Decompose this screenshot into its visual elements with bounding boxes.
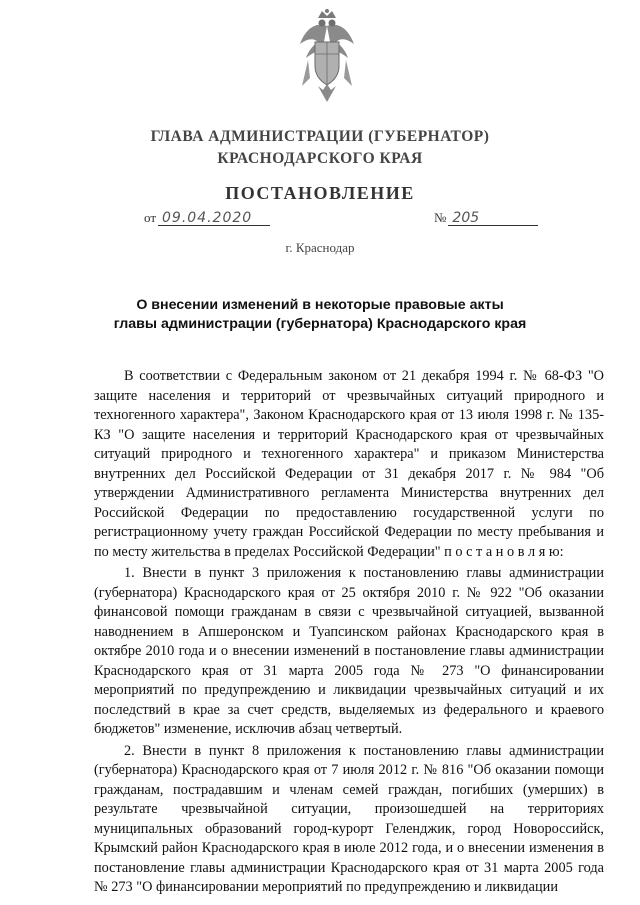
body-paragraph-item-1: 1. Внести в пункт 3 приложения к постановлению главы администрации (губернатора) Краснодарского края от 25 октября 2010 г. № 922 "Об оказании финансовой помощи гражданам в связи с чрезвычайной ситуацией, вызванной наводнением в Апшеронском и Туапсинском районах Краснодарского края в октябре 2010 года и о внесении изменений в постановление главы администрации Краснодарского края от 31 марта 2005 года № 273 "О финансировании мероприятий по предупреждению и ликвидации чрезвычайных ситуаций и их последствий в крае за счет средств, выделяемых из федерального и краевого бюджетов" изменение, исключив абзац четвертый. — [94, 565, 604, 737]
document-type: ПОСТАНОВЛЕНИЕ — [225, 183, 415, 203]
title-line-1: О внесении изменений в некоторые правовые акты — [136, 297, 504, 313]
number-prefix: № — [434, 210, 447, 225]
number-field — [434, 210, 538, 226]
body-paragraph-item-2: 2. Внести в пункт 8 приложения к постановлению главы администрации (губернатора) Краснодарского края от 7 июля 2012 г. № 816 "Об оказании помощи гражданам, пострадавшим и членам семей граждан, погибших (умерших) в результате чрезвычайной ситуации, произошедшей на территориях муниципальных образований город-курорт Геленджик, город Новороссийск, Крымский район Краснодарского края в июле 2012 года, и о внесении изменения в постановление главы администрации Краснодарского края от 31 марта 2005 года № 273 "О финансировании мероприятий по предупреждению и ликвидации — [94, 742, 604, 895]
body-paragraph-preamble: В соответствии с Федеральным законом от 21 декабря 1994 г. № 68-ФЗ "О защите населения и территорий от чрезвычайных ситуаций природного и техногенного характера", Законом Краснодарского края от 13 июля 1998 г. № 135-КЗ "О защите населения и территорий Краснодарского края от чрезвычайных ситуаций природного и техногенного характера" и приказом Министерства внутренних дел Российской Федерации от 31 декабря 2017 г. № 984 "Об утверждении Административного регламента Министерства внутренних дел Российской Федерации по предоставлению государственной услуги по регистрационному учету граждан Российской Федерации по месту пребывания и по месту жительства в пределах Российской Федерации" п о с т а н о в л я ю: — [94, 368, 604, 560]
date-prefix: от — [144, 210, 157, 225]
coat-of-arms-emblem — [296, 8, 358, 104]
authority-title-line-1: ГЛАВА АДМИНИСТРАЦИИ (ГУБЕРНАТОР) — [150, 128, 490, 145]
document-body — [94, 367, 604, 898]
document-title — [0, 296, 640, 334]
authority-title-line-2: КРАСНОДАРСКОГО КРАЯ — [217, 150, 423, 167]
date-field — [144, 210, 270, 226]
city-line: г. Краснодар — [285, 240, 355, 255]
title-line-2: главы администрации (губернатора) Краснодарского края — [113, 316, 527, 332]
date-value-handwritten: 09.04.2020 — [158, 211, 270, 226]
number-value-handwritten: 205 — [448, 211, 538, 226]
